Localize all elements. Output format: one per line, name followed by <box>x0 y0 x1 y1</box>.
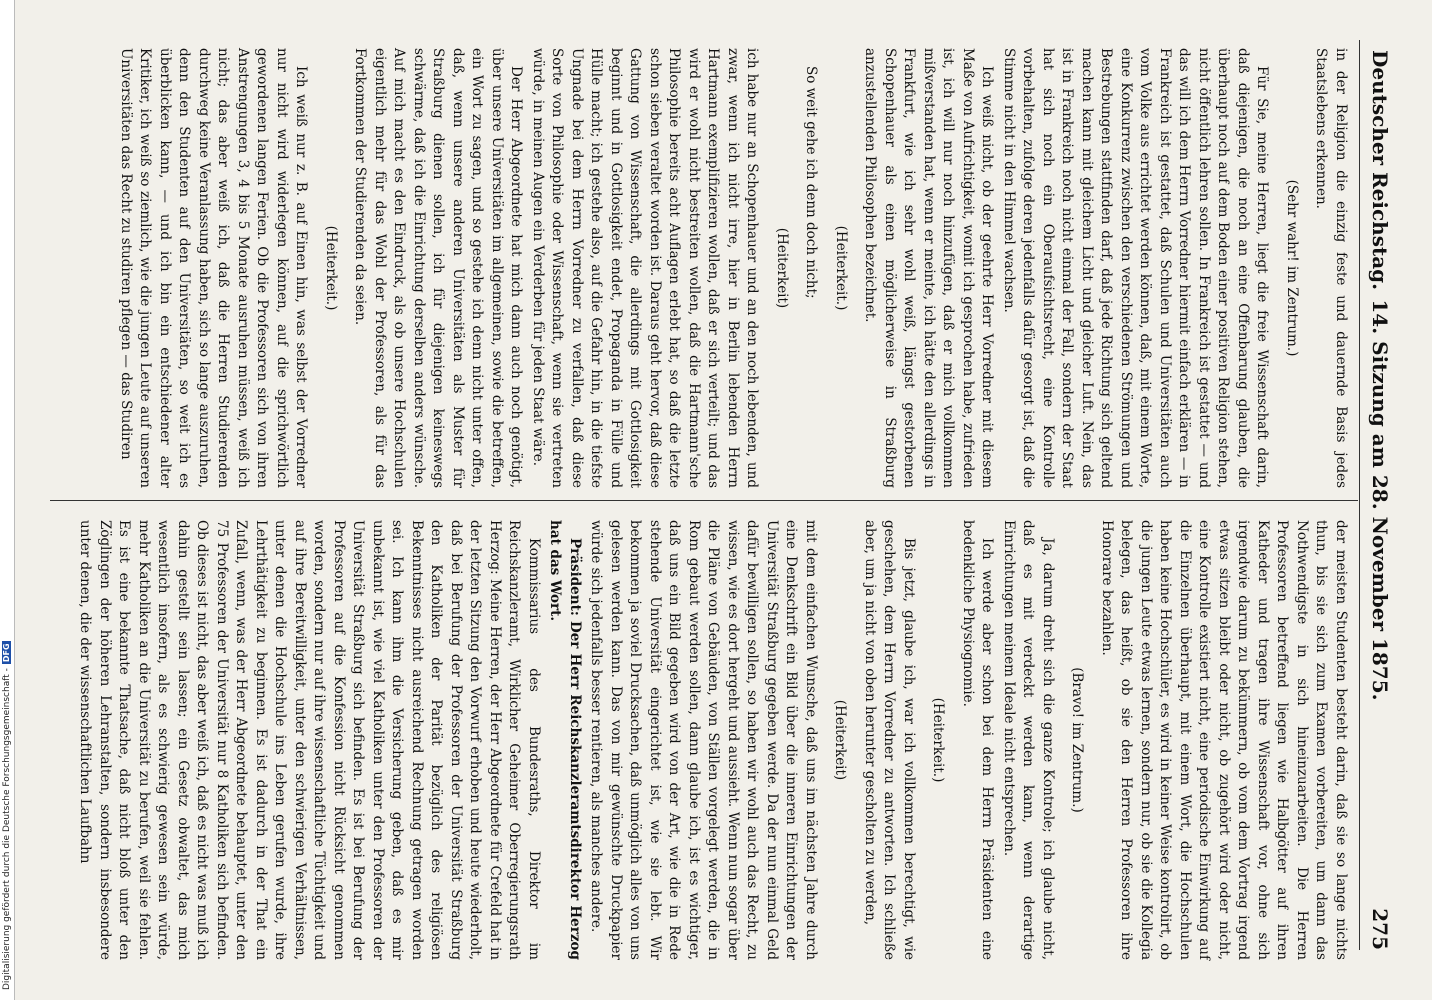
paragraph: Kommissarius des Bundesraths, Direktor im Reichskanzleramt, Wirklicher Geheimer Oberregierungsrath Herzog: Meine Herren, der Herr Abgeordnete für Crefeld hat in der letzten Sitzung den Vorwurf erhoben und heute wiederholt, daß bei Berufung der Professoren der Universität Straßburg den Katholiken der Parität bezüglich des religiösen Bekenntnisses nicht ausreichend Rechnung getragen worden sei. Ich kann ihm die Versicherung geben, daß es mir unbekannt ist, wie viel Katholiken unter den Professoren der Universität Straßburg sich befinden. Es ist bei Berufung der Professoren auf die Konfession nicht Rücksicht genommen worden, sondern nur auf ihre wissenschaftliche Tüchtigkeit und auf ihre Bereitwilligkeit, unter den schwierigen Verhältnissen, unter denen die Hochschule ins Leben gerufen wurde, ihre Lehrthätigkeit zu beginnen. Es ist dadurch in der That ein Zufall, wenn, was der Herr Abgeordnete behauptet, unter den 75 Professoren der Universität nur 8 Katholiken sich befinden. Ob dieses ist nicht, das aber weiß ich, daß es nicht was muß ich dahin gestellt sein lassen; ein Gesetz obwaltet, das mich wesentlich insofern, als es schwierig gewesen sein würde, mehr Katholiken an die Universität zu berufen, weil sie fehlen. Es ist eine bekannte Thatsache, daß nicht bloß unter den Zöglingen der höheren Lehranstalten, sondern insbesondere unter denen, die der wissenschaftlichen Laufbahn <box>77 520 542 960</box>
header-title: Deutscher Reichstag. <box>1368 50 1392 291</box>
paragraph: mit dem einfachen Wunsche, daß uns im nächsten Jahre durch eine Denkschrift ein Bild über die inneren Einrichtungen der Universität Straßburg gegeben werde. Da der nun einmal Geld dafür bewilligen sollen, so haben wir wohl auch das Recht, zu wissen, wie es dort hergeht und aussieht. Wenn nun sogar über die Pläne von Gebäuden, von Ställen vorgelegt werden, die in Rom gebaut werden sollen, dann glaube ich, ist es wichtiger, daß uns ein Bild gegeben wird von der Art, wie die in Rede stehende Universität eingerichtet ist, wie sie lebt. Wir bekommen ja soviel Drucksachen, daß unmöglich alles von uns gelesen werden kann. Das von mir gewünschte Druckpapier würde sich jedenfalls besser rentieren, als manches andere. <box>588 520 819 960</box>
interjection: (Heiterkeit.) <box>930 697 947 783</box>
paragraph: Ich weiß nur z. B. auf Einen hin, was selbst der Vorredner nur nicht wird widerlegen können, auf die sprichwörtlich gewordenen langen Ferien. Ob die Professoren sich von ihren Anstrengungen 3, 4 bis 5 Monate ausruhen müssen, weiß ich nicht; das aber weiß ich, daß die Herren Studierenden durchweg keine Veranlassung haben, sich so lange auszuruhen, denn den Studenten auf den Universitäten, so weit ich es überblicken kann, — und ich bin ein entschiedener alter Kritiker, ich weiß so ziemlich, wie die jungen Leute auf unseren Universitäten das Recht zu studiren pflegen — das Studiren <box>118 48 310 488</box>
page-header <box>1364 50 1392 950</box>
paragraph: Für Sie, meine Herren, liegt die freie Wissenschaft darin, daß diejenigen, die noch an eine Offenbarung glauben, die überhaupt noch auf dem Boden einer positiven Religion stehen, nicht öffentlich lehren sollen. In Frankreich ist gestattet — und das will ich dem Herrn Vorredner hiermit einfach erklären — in Frankreich ist gestattet, daß Schulen und Universitäten auch vom Volke aus errichtet werden können, daß, mit einem Worte, eine Konkurrenz zwischen den verschiedenen Strömungen und Bestrebungen stattfinden darf, daß jede Richtung sich geltend machen kann mit gleichem Licht und gleicher Luft. Nein, das ist in Frankreich noch nicht einmal der Fall, sondern der Staat hat sich noch ein Oberaufsichtsrecht, eine Kontrolle vorbehalten, zufolge deren jedenfalls dafür gesorgt ist, daß die Stimme nicht in den Himmel wachsen. <box>1001 48 1271 488</box>
interjection: (Heiterkeit.) <box>323 225 339 311</box>
interjection: (Heiterkeit.) <box>833 225 849 311</box>
page-number: 275 <box>1368 908 1392 950</box>
speaker-paragraph: Präsident: Der Herr Reichskanzleramtsdirektor Herzog hat das Wort. <box>547 520 583 960</box>
paragraph: Der Herr Abgeordnete hat mich dann auch noch genötigt, über unsere Universitäten im allgemeinen, sowie die betreffen, ein Wort zu sagen, und so gestehe ich denn nicht unter offen, daß, wenn unsere anderen Universitäten als Muster für Straßburg dienen sollen, ich für diejenigen keineswegs schwärme, daß ich die Einrichtung derselben anders wünsche. Auf mich macht es den Eindruck, als ob unsere Hochschulen eigentlich mehr für das Wohl der Professoren, als für das Fortkommen der Studierenden da seien. <box>352 48 525 488</box>
right-column <box>73 520 1350 960</box>
paragraph: So weit gehe ich denn doch nicht; <box>803 66 820 299</box>
interjection: (Heiterkeit) <box>832 699 849 781</box>
interjection: (Heiterkeit) <box>774 227 790 309</box>
credit-text: Digitalisierung gefördert durch die Deutsche Forschungsgemeinschaft - <box>2 668 12 990</box>
paragraph: ich habe nur an Schopenhauer und an den noch lebenden, und zwar, wenn ich nicht irre, hier in Berlin lebenden Herrn Hartmann exemplifizieren wollen, daß er sich verteilt; und das wird er wohl nicht bestreiten wollen, daß die Hartmann'sche Philosophie bereits acht Auflagen erlebt hat, so daß die letzte schon sieben veraltet worden ist. Daraus geht hervor, daß diese Gattung von Wissenschaft, die allerdings mit Gottlosigkeit beginnt und in Gottlosigkeit endet, Propaganda in Fülle und Hülle macht; ich gestehe also, auf die Gefahr hin, in die tiefste Ungnade bei dem Herrn Vorredner zu verfallen, daß diese Sorte von Philosophie oder Wissenschaft, wenn sie vertreten würde, in meinen Augen ein Verderben für jeden Staat wäre. <box>530 48 761 488</box>
dfg-logo-icon: DFG <box>2 643 11 663</box>
left-column <box>114 48 1351 488</box>
paragraph: Ja, darum dreht sich die ganze Kontrole; ich glaube nicht, daß es mit verdeckt werden kann, wenn derartige Einrichtungen meinem Ideale nicht entsprechen. <box>1001 520 1056 960</box>
rotated-page-content <box>10 10 1410 980</box>
paragraph: der meisten Studenten besteht darin, daß sie so lange nichts thun, bis sie sich zum Examen vorbereiten, um dann das Nothwendigste in sich hineinzuarbeiten. Die Herren Professoren betreffend liegen wie Halbgötter auf ihren Katheder und tragen ihre Wissenschaft vor, ohne sich irgendwie darum zu bekümmern, ob vom dem Vortrag irgend etwas sitzen bleibt oder nicht, ob zugehört wird oder nicht, eine Kontrolle existiert nicht, eine periodische Einwirkung auf die Einzelnen überhaupt, mit einem Wort, die Hochschulen haben keine Hochschüler, es wird in keiner Weise kontrolirt, ob die jungen Leute etwas lernen, sondern nur, ob sie die Kollegia belegen, das heißt, ob sie den Herren Professoren ihre Honorare bezahlen. <box>1099 520 1349 960</box>
paragraph: Bis jetzt, glaube ich, war ich vollkommen berechtigt, wie geschehen, dem Herrn Vorredner zu antworten. Ich schließe aber, um ja nicht von oben herunter gescholten zu werden, <box>862 520 917 960</box>
paragraph: Ich werde aber schon bei dem Herrn Präsidenten eine bedenkliche Physiognomie. <box>960 520 996 960</box>
paragraph: in der Religion die einzig feste und dauernde Basis jedes Staatslebens erkennen. <box>1313 48 1349 488</box>
header-session: 14. Sitzung am 28. November 1875. <box>1368 299 1392 701</box>
column-divider <box>50 500 1358 501</box>
header-rule <box>1359 40 1360 950</box>
scanned-page <box>10 10 1410 980</box>
interjection: (Sehr wahr! im Zentrum.) <box>1284 179 1300 357</box>
interjection: (Bravo! im Zentrum.) <box>1069 667 1086 813</box>
paragraph: Ich weiß nicht, ob der geehrte Herr Vorredner mit diesem Maße von Aufrichtigkeit, womit ich gesprochen habe, zufrieden ist, ich will nur noch hinzufügen, daß er mich vollkommen mißverstanden hat, wenn er meinte, ich hätte den allerdings in Frankfurt, wie ich sehr wohl weiß, längst gestorbenen Schopenhauer als einen möglicherweise in Straßburg anzustellenden Philosophen bezeichnet. <box>862 48 996 488</box>
